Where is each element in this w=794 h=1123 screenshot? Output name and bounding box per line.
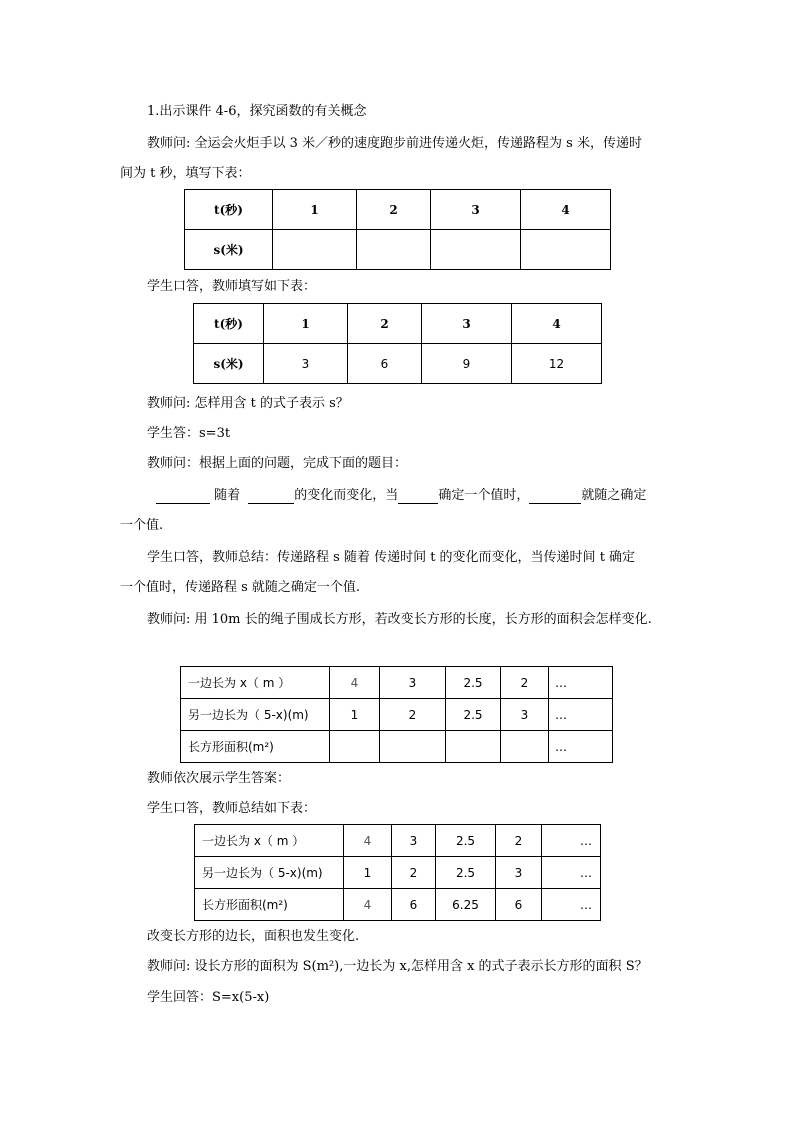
table-cell [380, 731, 446, 763]
answer-2: 学生答：s=3t [147, 426, 231, 441]
fill-line-2: 一个值. [120, 518, 164, 533]
table-cell: 2 [501, 667, 549, 699]
table-cell: 1 [344, 857, 392, 889]
table-cell: 2.5 [436, 825, 496, 857]
question-1-line-1: 教师问: 全运会火炬手以 3 米／秒的速度跑步前进传递火炬，传递路程为 s 米，传递时 [147, 136, 642, 151]
summary-2-intro: 学生口答，教师总结如下表： [147, 801, 317, 816]
table-cell: 4 [344, 825, 392, 857]
table-cell: 4 [330, 667, 380, 699]
header-cell: 4 [521, 190, 611, 230]
table-cell: 6 [392, 889, 436, 921]
change-conclusion: 改变长方形的边长，面积也发生变化. [147, 929, 360, 944]
table-cell [501, 731, 549, 763]
question-1-line-2: 间为 t 秒，填写下表： [120, 166, 251, 181]
row-label: 长方形面积(m²) [181, 731, 330, 763]
table-cell: 12 [512, 344, 602, 384]
table-cell: 3 [392, 825, 436, 857]
answer-5: 学生回答：S=x(5-x) [147, 990, 270, 1005]
table-cell: 2.5 [446, 699, 501, 731]
header-cell: 1 [264, 304, 348, 344]
header-cell: s(米) [185, 230, 273, 270]
table-row [181, 667, 613, 699]
table-cell: 6 [496, 889, 542, 921]
table-row [194, 344, 602, 384]
question-4: 教师问: 用 10m 长的绳子围成长方形，若改变长方形的长度，长方形的面积会怎样变化. [147, 612, 652, 627]
table-row [181, 731, 613, 763]
summary-line-1: 学生口答，教师总结：传递路程 s 随着 传递时间 t 的变化而变化，当传递时间 t 确定 [147, 550, 636, 565]
header-cell: 4 [512, 304, 602, 344]
table-cell [446, 731, 501, 763]
table-cell: 3 [380, 667, 446, 699]
row-label: 另一边长为（ 5-x)(m) [195, 857, 344, 889]
summary-line-2: 一个值时，传递路程 s 就随之确定一个值. [120, 580, 361, 595]
table-cell: … [542, 857, 601, 889]
header-cell: 3 [422, 304, 512, 344]
table-rectangle-empty [180, 666, 613, 763]
table-cell: 2 [392, 857, 436, 889]
table-cell: 1 [330, 699, 380, 731]
fill-in-blanks [156, 488, 646, 504]
header-cell: t(秒) [185, 190, 273, 230]
table-time-distance-filled [193, 303, 602, 384]
table-cell: 3 [501, 699, 549, 731]
table-cell: 4 [344, 889, 392, 921]
header-cell: 2 [357, 190, 431, 230]
table-cell: 3 [496, 857, 542, 889]
fill-text: 随着 [214, 488, 241, 503]
table-cell [330, 731, 380, 763]
row-label: 一边长为 x（ m ） [181, 667, 330, 699]
blank-line [398, 489, 438, 504]
table-cell [273, 230, 357, 270]
blank-line [529, 489, 581, 504]
table-row [185, 230, 611, 270]
table-cell: … [542, 825, 601, 857]
table-row [181, 699, 613, 731]
row-label: 另一边长为（ 5-x)(m) [181, 699, 330, 731]
table-row [195, 857, 601, 889]
table-cell [521, 230, 611, 270]
table-cell: 2 [380, 699, 446, 731]
table-row [195, 825, 601, 857]
table-cell: … [549, 699, 613, 731]
table-cell: … [542, 889, 601, 921]
answer-1-intro: 学生口答，教师填写如下表： [147, 279, 317, 294]
table-cell: 2.5 [436, 857, 496, 889]
question-3: 教师问：根据上面的问题，完成下面的题目： [147, 456, 408, 471]
header-cell: 2 [348, 304, 422, 344]
row-label: 长方形面积(m²) [195, 889, 344, 921]
fill-text: 就随之确定 [581, 488, 647, 503]
blank-line [248, 489, 294, 504]
header-cell: 3 [431, 190, 521, 230]
row-label: 一边长为 x（ m ） [195, 825, 344, 857]
show-answers: 教师依次展示学生答案： [147, 771, 291, 786]
header-cell: t(秒) [194, 304, 264, 344]
table-cell [357, 230, 431, 270]
table-cell: … [549, 667, 613, 699]
header-cell: 1 [273, 190, 357, 230]
header-cell: s(米) [194, 344, 264, 384]
table-cell: 2.5 [446, 667, 501, 699]
table-row [194, 304, 602, 344]
table-cell: … [549, 731, 613, 763]
blank-line [156, 489, 210, 504]
table-cell: 2 [496, 825, 542, 857]
table-cell [431, 230, 521, 270]
table-row [195, 889, 601, 921]
table-row [185, 190, 611, 230]
fill-text: 的变化而变化，当 [294, 488, 399, 503]
table-cell: 3 [264, 344, 348, 384]
table-cell: 9 [422, 344, 512, 384]
table-time-distance-empty [184, 189, 611, 270]
section-heading: 1.出示课件 4-6，探究函数的有关概念 [147, 104, 367, 119]
table-rectangle-filled [194, 824, 601, 921]
fill-text: 确定一个值时， [438, 488, 530, 503]
table-cell: 6 [348, 344, 422, 384]
question-5: 教师问: 设长方形的面积为 S(m²),一边长为 x,怎样用含 x 的式子表示长方形的面积 S？ [147, 959, 648, 974]
question-2: 教师问: 怎样用含 t 的式子表示 s？ [147, 396, 349, 411]
table-cell: 6.25 [436, 889, 496, 921]
